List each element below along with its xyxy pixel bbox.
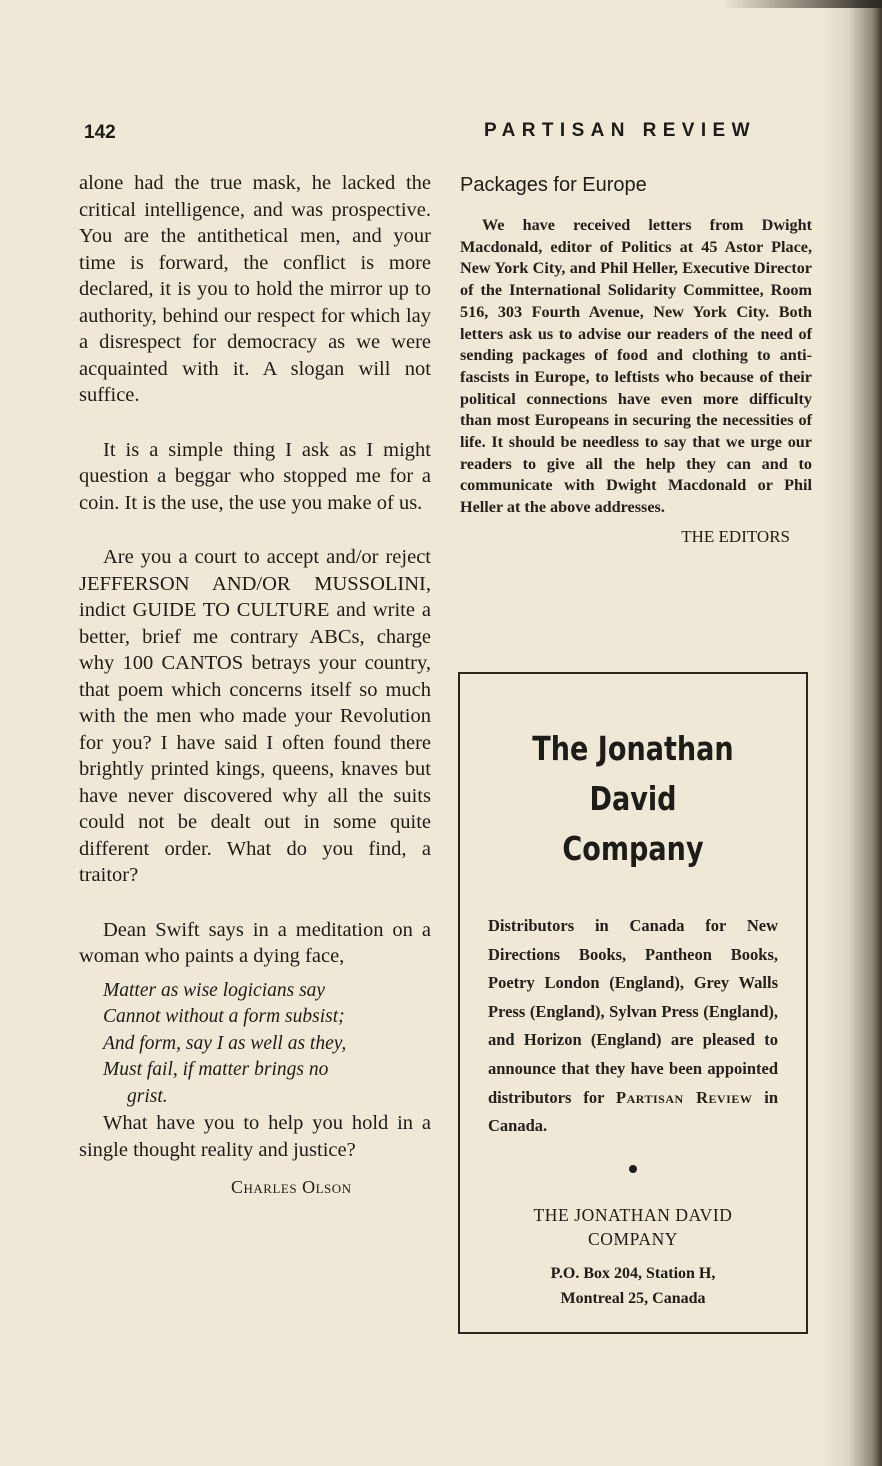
ad-title-line: Company [562,829,704,868]
poem-paragraph: It is a simple thing I ask as I might question a beggar who stopped me for a coin. It is the use, the use you make of us. [79,438,431,514]
poem-paragraph: Are you a court to accept and/or reject JEFFERSON AND/OR MUSSOLINI, indict GUIDE TO CULTURE and write a better, brief me contrary ABCs, charge why 100 CANTOS betrays your country, that poem which concerns itself so much with the men who made your Revolution for you? I have said I often found there brightly printed kings, queens, knaves but have never discovered why all the suits could not be dealt out in some quite different order. What do you find, a traitor? [79,546,431,886]
author-signature: Charles Olson [231,1177,352,1197]
verse-line: Matter as wise logicians say [103,979,326,1001]
company-name-line: THE JONATHAN DAVID [533,1204,733,1225]
company-name [460,1203,806,1251]
page-number: 142 [84,122,116,143]
ad-body [488,912,778,1141]
address-line: P.O. Box 204, Station H, [550,1264,716,1282]
verse-line: grist. [127,1085,168,1107]
company-address [460,1261,806,1311]
notice-heading: Packages for Europe [460,174,647,196]
bullet-ornament [629,1165,637,1173]
ad-title [491,724,775,874]
advertisement-box [458,672,808,1334]
quoted-verse [103,978,431,1111]
ad-title-line: The Jonathan David [532,729,734,818]
verse-line: Cannot without a form subsist; [103,1006,345,1027]
poem-closing: What have you to help you hold in a single thought reality and justice? [79,1112,431,1161]
editors-signature: THE EDITORS [681,526,790,546]
poem-paragraph: alone had the true mask, he lacked the critical intelligence, and was prospective. You are the antithetical men, and your time is forward, the conflict is more declared, it is you to hold the mirror up to authority, behind our respect for which lay a disrespect for democracy as we were acquainted with it. A slogan will not suffice. [79,172,431,406]
notice-body: We have received letters from Dwight Macdonald, editor of Politics at 45 Astor Place, New York City, and Phil Heller, Executive Director of the International Solidarity Committee, Room 516, 303 Fourth Avenue, New York City. Both letters ask us to advise our readers of the need of sending packages of food and clothing to anti-fascists in Europe, to leftists who because of their political connections have even more difficulty than most Europeans in securing the necessities of life. It should be needless to say that we urge our readers to give all the help they can and to communicate with Dwight Macdonald or Phil Heller at the above addresses. [460,216,812,517]
ad-body-tail: in Canada. [488,1087,779,1136]
poem-column [79,170,431,1198]
page-edge-shadow [822,0,882,1466]
verse-line: And form, say I as well as they, [103,1032,347,1054]
journal-name: Partisan Review [616,1087,753,1107]
verse-line: Must fail, if matter brings no [103,1059,329,1080]
company-name-line: COMPANY [587,1228,679,1249]
page-corner-shadow [722,0,882,8]
notice-column [460,174,812,547]
poem-paragraph: Dean Swift says in a meditation on a woman who paints a dying face, [79,918,431,967]
address-line: Montreal 25, Canada [560,1289,706,1307]
running-head: PARTISAN REVIEW [484,120,756,141]
ad-body-text: Distributors in Canada for New Directions Books, Pantheon Books, Poetry London (England), Grey Walls Press (England), Sylvan Press (England), and Horizon (England) are pleased to announce that they have been appointed distributors for [488,916,778,1107]
